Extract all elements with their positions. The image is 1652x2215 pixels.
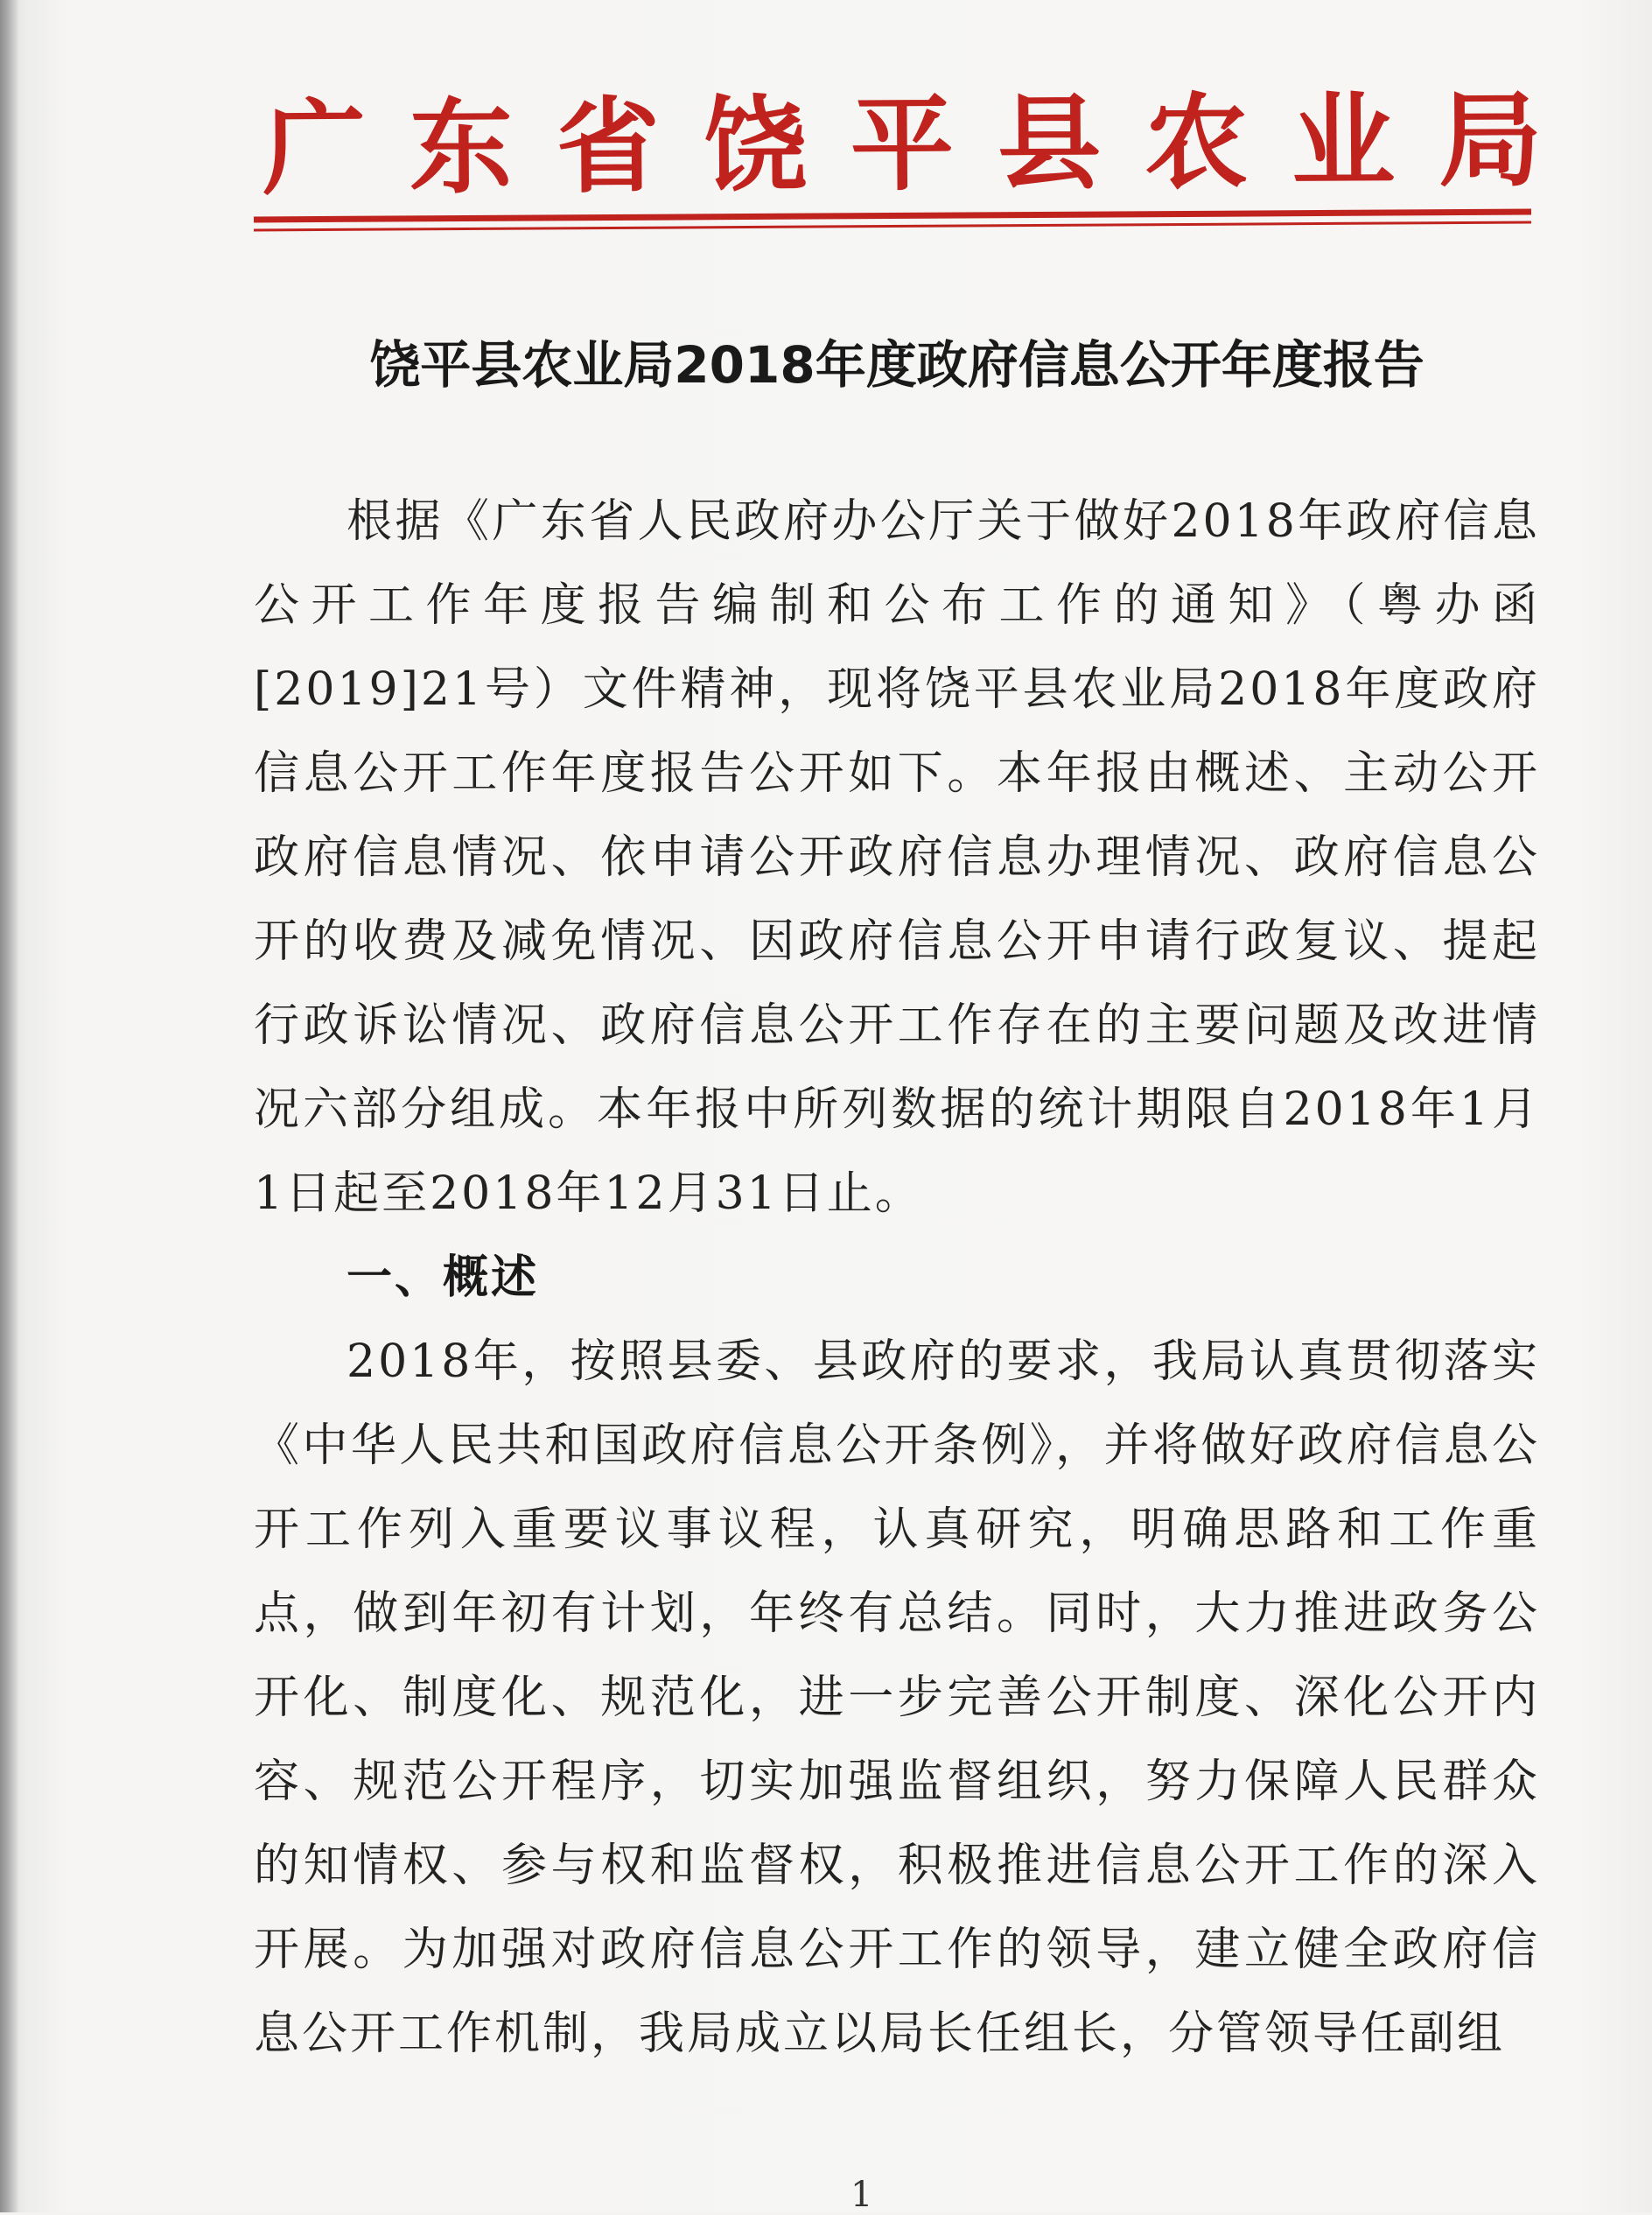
section-heading-overview: 一、概述 [346,1251,540,1304]
document-title: 饶平县农业局2018年度政府信息公开年度报告 [369,335,1424,395]
overview-paragraph: 2018年，按照县委、县政府的要求，我局认真贯彻落实《中华人民共和国政府信息公开条例》，并将做好政府信息公开工作列入重要议事议程，认真研究，明确思路和工作重点，做到年初有计划，年终有总结。同时，大力推进政务公开化、制度化、规范化，进一步完善公开制度、深化公开内容、规范公开程序，切实加强监督组织，努力保障人民群众的知情权、参与权和监督权，积极推进信息公开工作的深入开展。为加强对政府信息公开工作的领导，建立健全政府信息公开工作机制，我局成立以局长任组长，分管领导任副组 [254,1335,1540,2060]
letterhead-rule-thin [254,221,1531,232]
intro-paragraph: 根据《广东省人民政府办公厅关于做好2018年政府信息公开工作年度报告编制和公布工作的通知》（粤办函[2019]21号）文件精神，现将饶平县农业局2018年度政府信息公开工作年度报告公开如下。本年报由概述、主动公开政府信息情况、依申请公开政府信息办理情况、政府信息公开的收费及减免情况、因政府信息公开申请行政复议、提起行政诉讼情况、政府信息公开工作存在的主要问题及改进情况六部分组成。本年报中所列数据的统计期限自2018年1月1日起至2018年12月31日止。 [254,495,1540,1220]
document-body [254,480,1540,2076]
page-edge-shadow [0,0,19,2212]
letterhead-organization: 广东省饶平县农业局 [262,78,1586,210]
page-number: 1 [850,2175,873,2215]
